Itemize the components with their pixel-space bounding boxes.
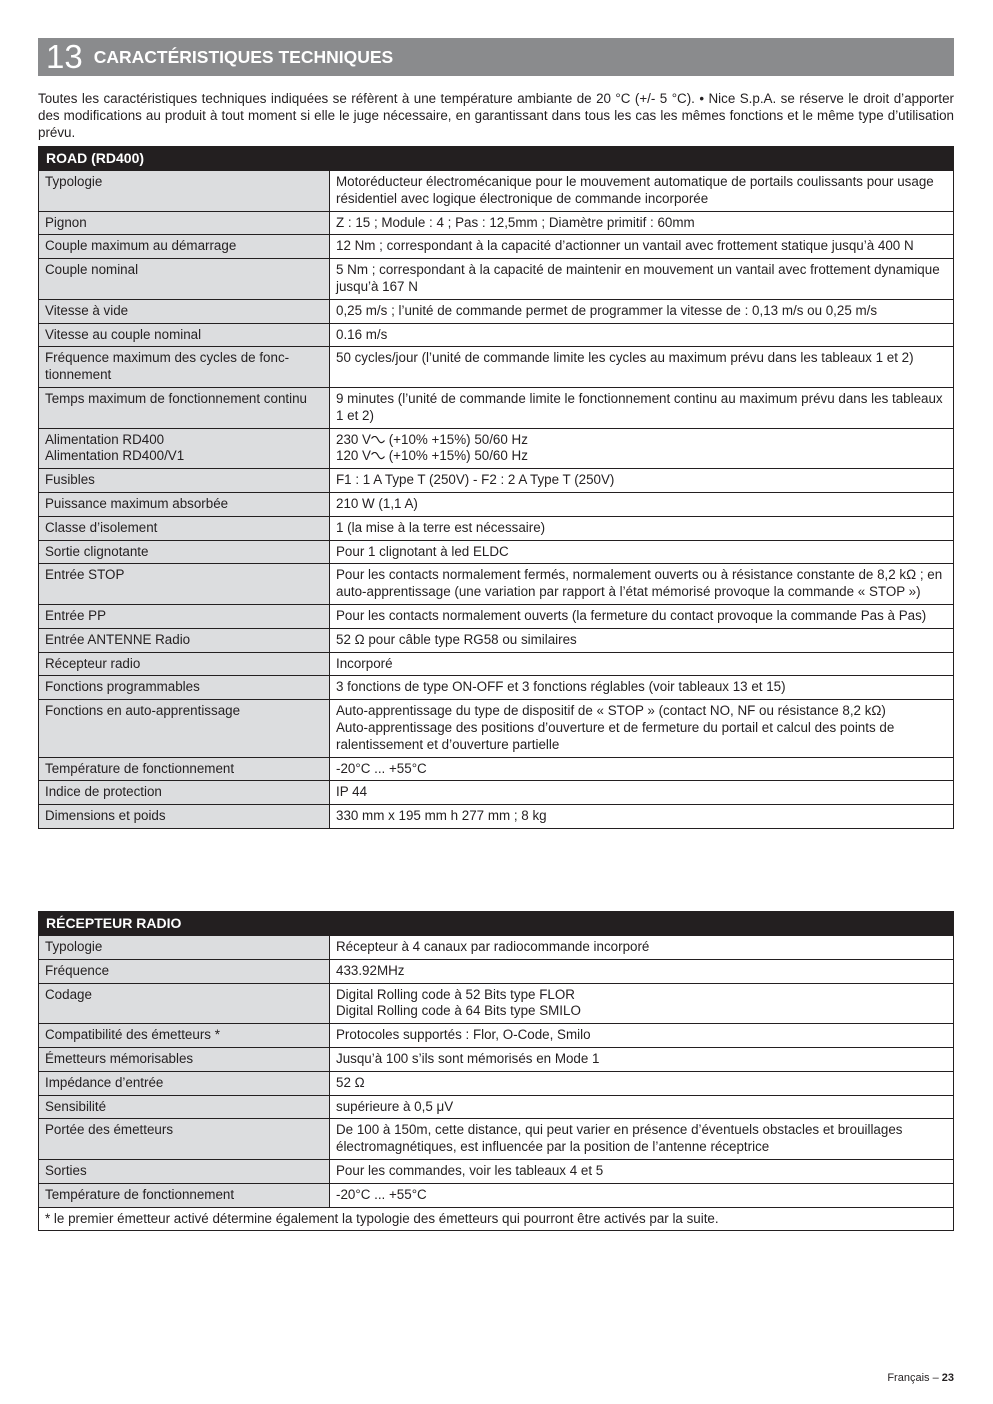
table-row [39,1207,954,1231]
row-label: Température de fonctionnement [39,757,330,781]
ac-symbol-icon [371,436,385,445]
ac-symbol-icon [371,452,385,461]
table-row [39,628,954,652]
row-label [39,428,330,469]
table-row [39,387,954,428]
row-value: -20°C ... +55°C [330,1183,954,1207]
row-value [330,983,954,1024]
table-row [39,604,954,628]
row-value: 52 Ω [330,1071,954,1095]
row-value: De 100 à 150m, cette distance, qui peut varier en présence d’éventuels obstacles et brouillages électromagnétiques, est influencée par la position de l’antenne réceptrice [330,1119,954,1160]
table-header: RÉCEPTEUR RADIO [39,912,954,936]
row-value: 1 (la mise à la terre est nécessaire) [330,516,954,540]
table-row [39,700,954,757]
row-label: Fonctions en auto-apprentissage [39,700,330,757]
row-label: Vitesse à vide [39,299,330,323]
table-row [39,757,954,781]
table-row [39,347,954,388]
table-row [39,781,954,805]
row-value: 210 W (1,1 A) [330,492,954,516]
row-label: Typologie [39,171,330,212]
intro-paragraph: Toutes les caractéristiques techniques indiquées se réfèrent à une température ambiante de 20 °C (+/- 5 °C). • Nice S.p.A. se réserve le droit d’apporter des modifications au produit à tout moment si elle le juge nécessaire, en garantissant dans tous les cas les mêmes fonctions et le même type d’utilisation prévu. [38,91,954,140]
codage-smilo: Digital Rolling code à 64 Bits type SMILO [336,1003,581,1019]
road-spec-table [38,146,954,829]
row-value: Jusqu’à 100 s’ils sont mémorisés en Mode 1 [330,1047,954,1071]
row-value: 3 fonctions de type ON-OFF et 3 fonctions réglables (voir tableaux 13 et 15) [330,676,954,700]
row-label: Pignon [39,211,330,235]
row-value: F1 : 1 A Type T (250V) - F2 : 2 A Type T (250V) [330,469,954,493]
row-label: Sensibilité [39,1095,330,1119]
table-header: ROAD (RD400) [39,147,954,171]
table-row [39,1183,954,1207]
row-label: Fusibles [39,469,330,493]
row-label: Fréquence [39,959,330,983]
table-row [39,540,954,564]
row-label: Couple nominal [39,259,330,300]
table-row [39,1071,954,1095]
table-row [39,564,954,605]
row-value: Pour 1 clignotant à led ELDC [330,540,954,564]
table-row [39,805,954,829]
row-label: Impédance d’entrée [39,1071,330,1095]
table-footnote: * le premier émetteur activé détermine également la typologie des émetteurs qui pourront être activés par la suite. [39,1207,954,1231]
row-value: Motoréducteur électromécanique pour le mouvement automatique de portails coulissants pour usage résidentiel avec logique électronique de commande incorporée [330,171,954,212]
table-body [39,171,954,829]
row-label: Compatibilité des émetteurs * [39,1024,330,1048]
row-label: Fonctions programmables [39,676,330,700]
row-label: Couple maximum au démarrage [39,235,330,259]
row-value: Z : 15 ; Module : 4 ; Pas : 12,5mm ; Diamètre primitif : 60mm [330,211,954,235]
table-row [39,1095,954,1119]
row-label: Vitesse au couple nominal [39,323,330,347]
row-label: Émetteurs mémorisables [39,1047,330,1071]
table-row [39,428,954,469]
power-value-120 [336,448,947,465]
row-value: 330 mm x 195 mm h 277 mm ; 8 kg [330,805,954,829]
row-value: 5 Nm ; correspondant à la capacité de maintenir en mouvement un vantail avec frottement dynamique jusqu’à 167 N [330,259,954,300]
section-header [38,38,954,76]
section-number: 13 [46,38,83,75]
table-row [39,492,954,516]
row-value: Protocoles supportés : Flor, O-Code, Smilo [330,1024,954,1048]
table-row [39,299,954,323]
row-value: 0,25 m/s ; l’unité de commande permet de programmer la vitesse de : 0,13 m/s ou 0,25 m/s [330,299,954,323]
row-label: Typologie [39,936,330,960]
row-label: Entrée ANTENNE Radio [39,628,330,652]
table-row [39,1024,954,1048]
row-label: Sorties [39,1159,330,1183]
footer-language: Français – [887,1372,942,1384]
row-label: Portée des émetteurs [39,1119,330,1160]
table-row [39,1159,954,1183]
table-row [39,1119,954,1160]
row-label: Indice de protection [39,781,330,805]
table-row [39,171,954,212]
row-label: Récepteur radio [39,652,330,676]
auto-learning-stop: Auto-apprentissage du type de dispositif de « STOP » (contact NO, NF ou résistance 8,2 kΩ) [336,703,886,719]
tolerance-120: (+10% +15%) 50/60 Hz [385,448,528,464]
table-row [39,1047,954,1071]
codage-flor: Digital Rolling code à 52 Bits type FLOR [336,986,575,1002]
table-row [39,936,954,960]
table-row [39,516,954,540]
power-label-rd400-v1: Alimentation RD400/V1 [45,448,185,464]
table-body [39,936,954,1231]
power-label-rd400: Alimentation RD400 [45,431,165,447]
row-value: 12 Nm ; correspondant à la capacité d’actionner un vantail avec frottement statique jusqu’à 400 N [330,235,954,259]
section-title: CARACTÉRISTIQUES TECHNIQUES [93,46,394,67]
row-value: 9 minutes (l’unité de commande limite le fonctionnement continu au maximum prévu dans les tableaux 1 et 2) [330,387,954,428]
row-value: Pour les contacts normalement ouverts (la fermeture du contact provoque la commande Pas à Pas) [330,604,954,628]
page-number: 23 [941,1372,954,1384]
table-row [39,469,954,493]
row-value [330,700,954,757]
table-row [39,676,954,700]
row-label: Puissance maximum absorbée [39,492,330,516]
row-value: Récepteur à 4 canaux par radiocommande incorporé [330,936,954,960]
row-label: Codage [39,983,330,1024]
voltage-230: 230 V [336,431,371,447]
row-label: Fréquence maximum des cycles de fonctionnement [39,347,330,388]
table-row [39,211,954,235]
row-value: Incorporé [330,652,954,676]
row-value: 0.16 m/s [330,323,954,347]
row-label: Entrée STOP [39,564,330,605]
row-value: 50 cycles/jour (l’unité de commande limite les cycles au maximum prévu dans les tableaux 1 et 2) [330,347,954,388]
table-row [39,983,954,1024]
row-label: Sortie clignotante [39,540,330,564]
table-row [39,259,954,300]
tolerance-230: (+10% +15%) 50/60 Hz [385,431,528,447]
row-value: supérieure à 0,5 μV [330,1095,954,1119]
table-row [39,652,954,676]
row-value: 52 Ω pour câble type RG58 ou similaires [330,628,954,652]
row-value: Pour les contacts normalement fermés, normalement ouverts ou à résistance constante de 8,2 kΩ ; en auto-apprentissage (une variation par rapport à l’état mémorisé provoque la commande « STOP ») [330,564,954,605]
table-row [39,959,954,983]
power-value-230 [336,432,947,449]
row-label: Entrée PP [39,604,330,628]
row-value: 433.92MHz [330,959,954,983]
row-value [330,428,954,469]
page-footer [887,1372,954,1384]
radio-receiver-table [38,911,954,1231]
row-value: IP 44 [330,781,954,805]
table-row [39,235,954,259]
row-label: Température de fonctionnement [39,1183,330,1207]
voltage-120: 120 V [336,448,371,464]
row-label: Temps maximum de fonctionnement continu [39,387,330,428]
auto-learning-positions: Auto-apprentissage des positions d’ouverture et de fermeture du portail et calcul des points de ralentissement et d’ouverture partielle [336,719,895,752]
row-label: Dimensions et poids [39,805,330,829]
table-row [39,323,954,347]
row-value: -20°C ... +55°C [330,757,954,781]
row-value: Pour les commandes, voir les tableaux 4 et 5 [330,1159,954,1183]
row-label: Classe d’isolement [39,516,330,540]
